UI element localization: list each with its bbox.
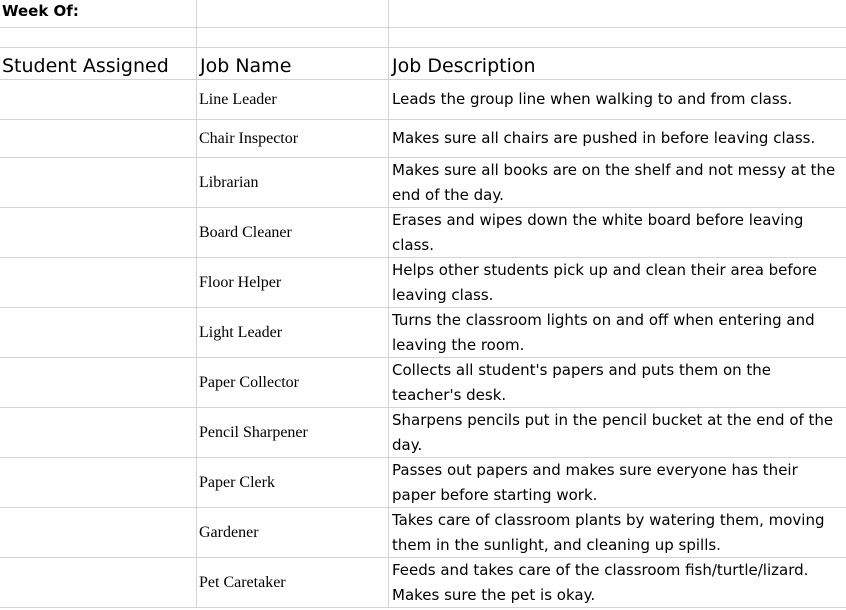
job-name-cell[interactable]: Paper Collector (197, 358, 389, 407)
job-description-cell[interactable]: Makes sure all books are on the shelf and not messy at the end of the day. (392, 160, 836, 204)
student-assigned-cell[interactable] (0, 458, 197, 507)
table-row (0, 558, 846, 608)
job-name-cell[interactable]: Librarian (197, 158, 389, 207)
job-name-cell[interactable]: Line Leader (197, 80, 389, 119)
job-name-cell[interactable]: Light Leader (197, 308, 389, 357)
week-of-cell-b[interactable] (197, 0, 389, 27)
table-row (0, 208, 846, 258)
job-name-cell[interactable]: Chair Inspector (197, 120, 389, 157)
table-row (0, 358, 846, 408)
job-name-cell[interactable]: Floor Helper (197, 258, 389, 307)
job-description-cell[interactable]: Helps other students pick up and clean their area before leaving class. (392, 260, 817, 304)
job-description-cell[interactable]: Makes sure all chairs are pushed in before leaving class. (392, 129, 816, 147)
job-description-cell[interactable]: Passes out papers and makes sure everyone has their paper before starting work. (392, 460, 798, 504)
table-row (0, 508, 846, 558)
table-row (0, 158, 846, 208)
blank-cell-b[interactable] (197, 28, 389, 47)
header-student-assigned[interactable]: Student Assigned (0, 48, 197, 79)
table-row (0, 458, 846, 508)
student-assigned-cell[interactable] (0, 208, 197, 257)
job-name-cell[interactable]: Gardener (197, 508, 389, 557)
student-assigned-cell[interactable] (0, 558, 197, 607)
student-assigned-cell[interactable] (0, 308, 197, 357)
job-description-cell[interactable]: Turns the classroom lights on and off when entering and leaving the room. (392, 310, 815, 354)
job-description-cell[interactable]: Collects all student's papers and puts them on the teacher's desk. (392, 360, 772, 404)
header-row (0, 48, 846, 80)
week-of-cell-c[interactable] (389, 0, 846, 27)
student-assigned-cell[interactable] (0, 80, 197, 119)
job-description-cell[interactable]: Sharpens pencils put in the pencil bucket at the end of the day. (392, 410, 834, 454)
table-row (0, 408, 846, 458)
job-name-cell[interactable]: Pet Caretaker (197, 558, 389, 607)
table-row (0, 120, 846, 158)
table-row (0, 308, 846, 358)
table-row (0, 258, 846, 308)
student-assigned-cell[interactable] (0, 408, 197, 457)
blank-cell-a[interactable] (0, 28, 197, 47)
week-of-label[interactable]: Week Of: (0, 0, 197, 27)
student-assigned-cell[interactable] (0, 120, 197, 157)
job-name-cell[interactable]: Paper Clerk (197, 458, 389, 507)
header-job-name[interactable]: Job Name (197, 48, 389, 79)
student-assigned-cell[interactable] (0, 508, 197, 557)
job-description-cell[interactable]: Takes care of classroom plants by watering them, moving them in the sunlight, and cleaning up spills. (392, 510, 825, 554)
blank-row (0, 28, 846, 48)
job-description-cell[interactable]: Erases and wipes down the white board before leaving class. (392, 210, 804, 254)
student-assigned-cell[interactable] (0, 158, 197, 207)
student-assigned-cell[interactable] (0, 358, 197, 407)
student-assigned-cell[interactable] (0, 258, 197, 307)
week-of-row (0, 0, 846, 28)
blank-cell-c[interactable] (389, 28, 846, 47)
table-row (0, 80, 846, 120)
job-name-cell[interactable]: Board Cleaner (197, 208, 389, 257)
job-description-cell[interactable]: Feeds and takes care of the classroom fish/turtle/lizard. Makes sure the pet is okay. (392, 560, 809, 604)
header-job-description[interactable]: Job Description (392, 55, 536, 77)
job-description-cell[interactable]: Leads the group line when walking to and from class. (392, 90, 793, 108)
job-name-cell[interactable]: Pencil Sharpener (197, 408, 389, 457)
